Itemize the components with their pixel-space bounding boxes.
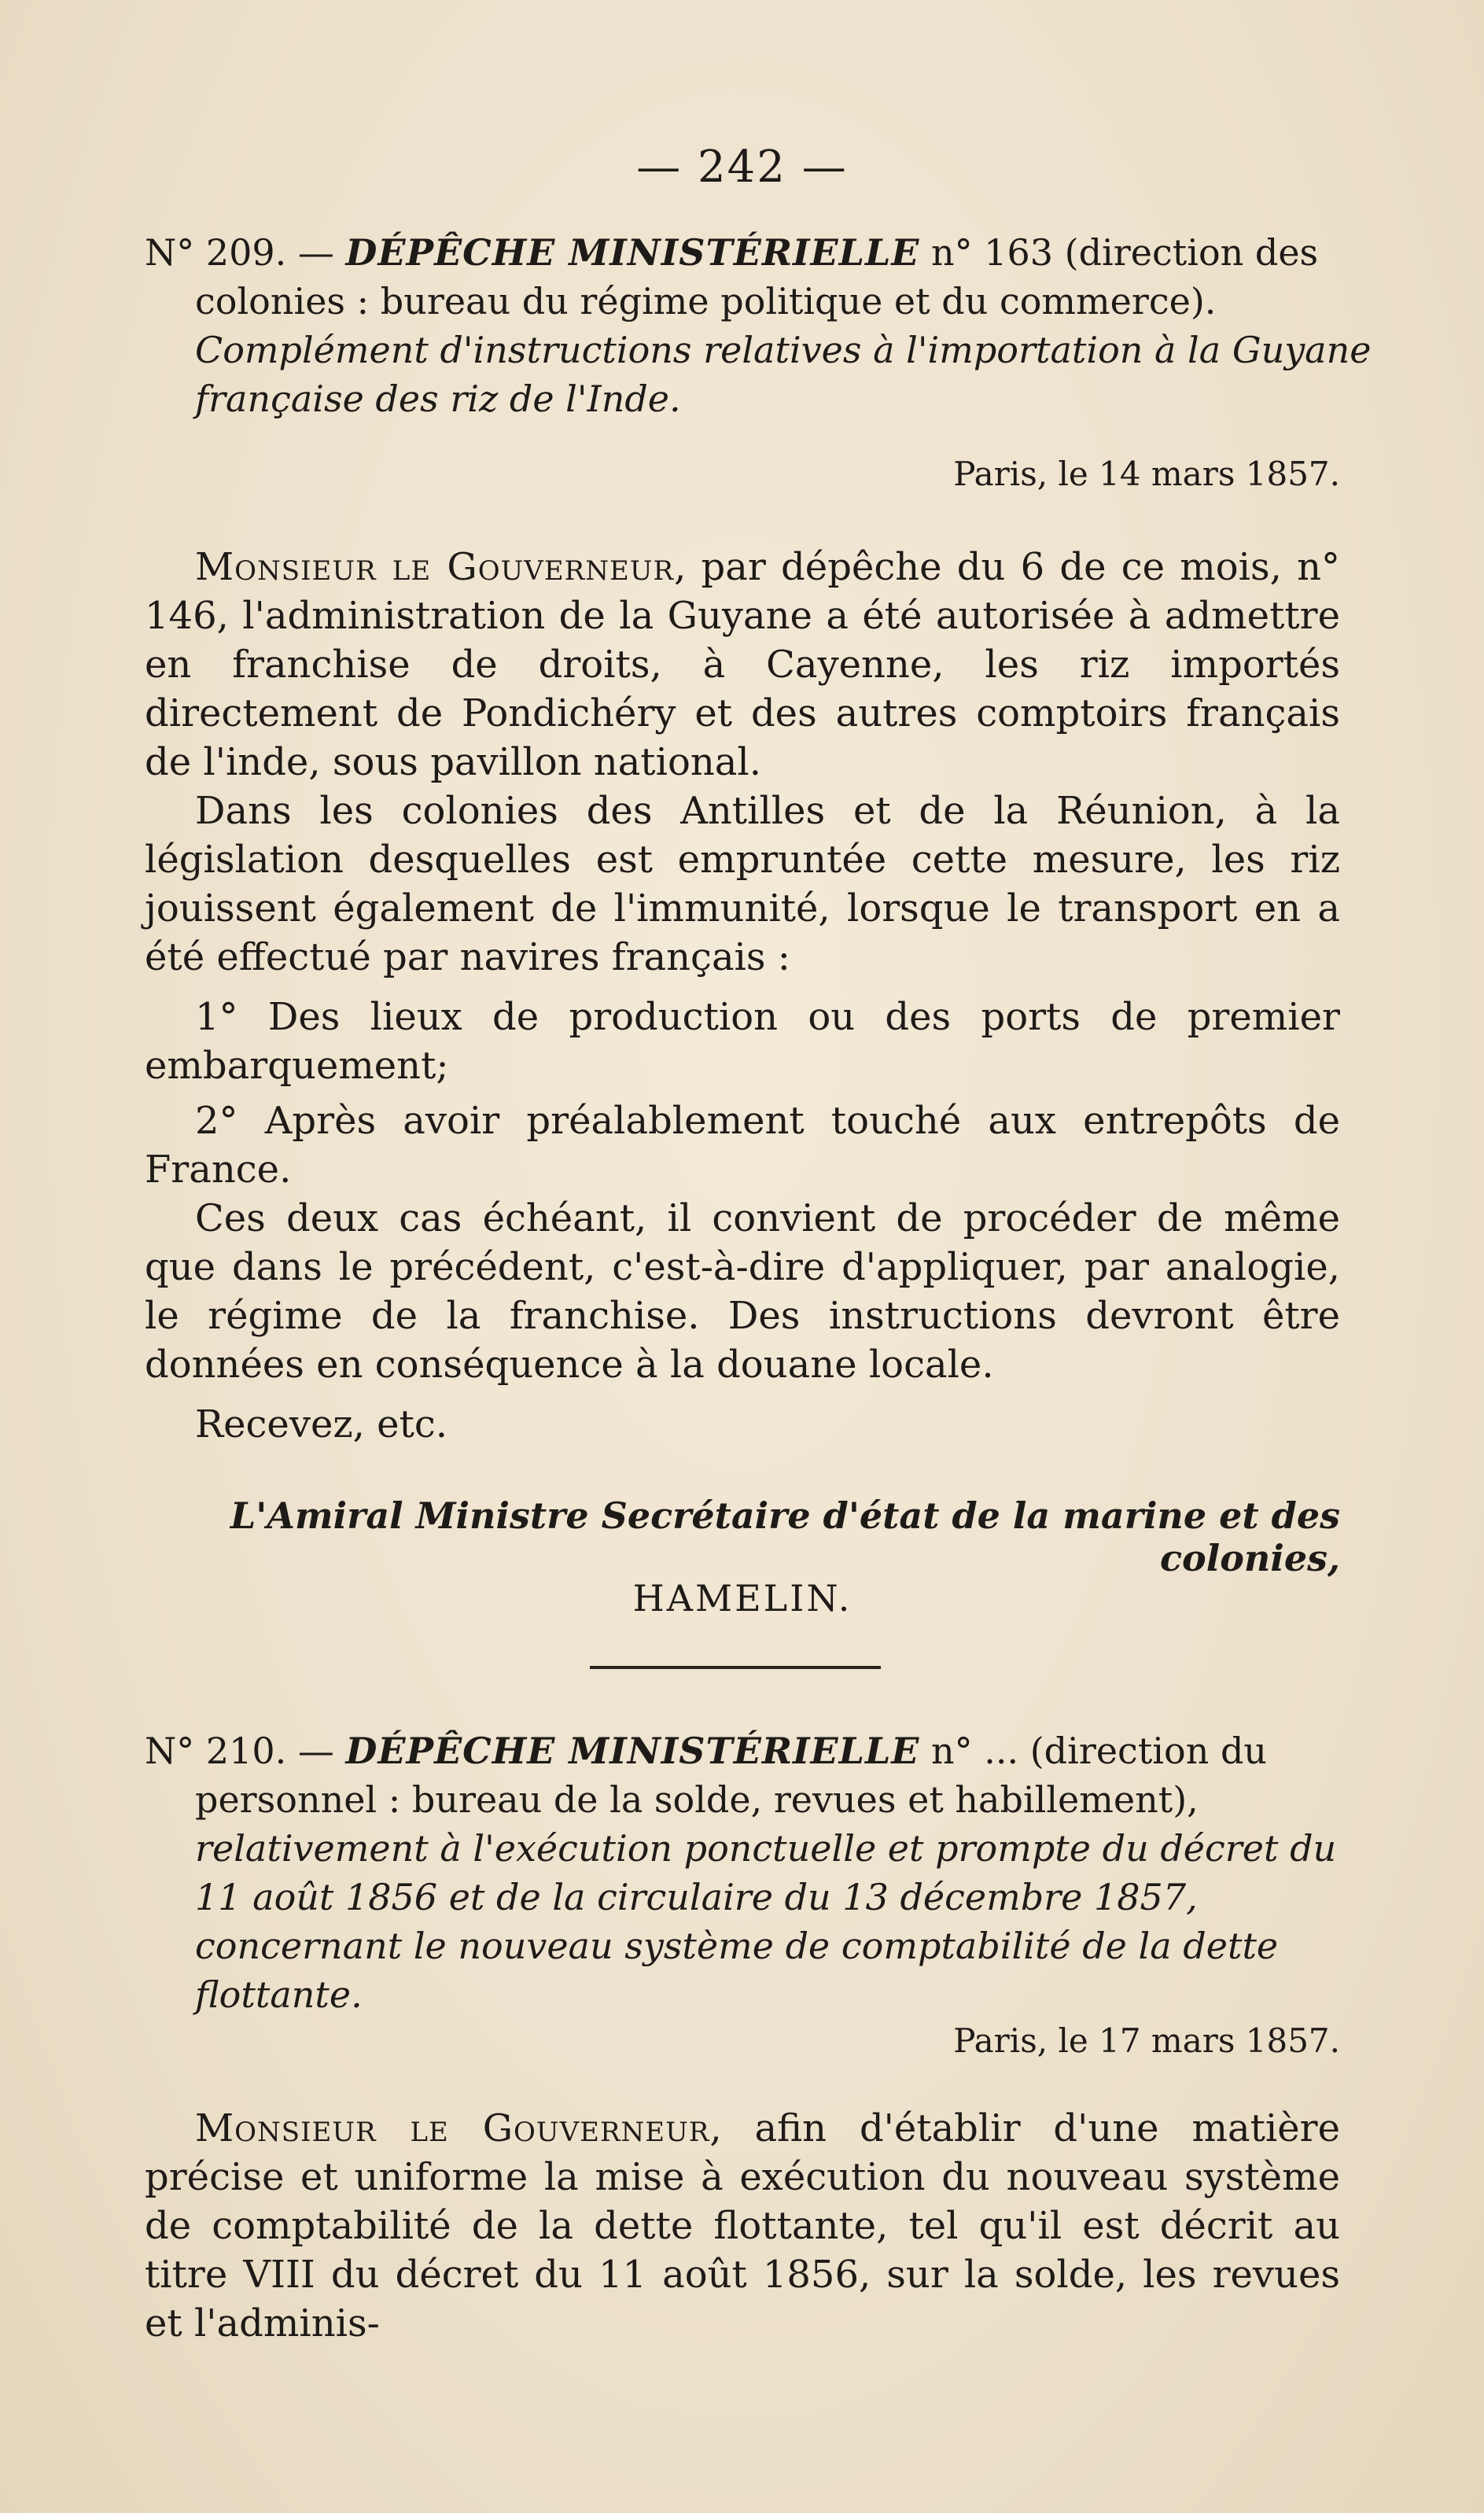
entry-209-body [145,543,1340,1449]
entry-209-dateline: Paris, le 14 mars 1857. [953,455,1340,493]
entry-209-heading [145,228,1390,423]
signature-title: L'Amiral Ministre Secrétaire d'état de la marine et des colonies, [230,1494,1340,1579]
entry-210-dateline: Paris, le 17 mars 1857. [953,2021,1340,2060]
entry-210-subject: relativement à l'exécution ponctuelle et prompte du décret du 11 août 1856 et de la circulaire du 13 décembre 1857, concernant le nouveau système de comptabilité de la dette flottante. [195,1827,1337,2016]
salutation: Monsieur le Gouverneur [195,545,675,589]
salutation: Monsieur le Gouverneur [195,2106,710,2150]
page-number: — 242 — [636,142,848,193]
entry-210-heading [145,1726,1390,2019]
entry-210-body [145,2104,1340,2348]
section-divider [590,1666,881,1669]
entry-209-number: N° 209. — [145,231,346,274]
entry-209-paragraph-4: 2° Après avoir préalablement touché aux entrepôts de France. [145,1099,1340,1192]
entry-209-subject: Complément d'instructions relatives à l'importation à la Guyane française des riz de l'Inde. [195,329,1372,420]
signature-name: HAMELIN. [632,1577,852,1619]
entry-210-number: N° 210. — [145,1730,346,1772]
entry-210-paragraph-1: Monsieur le Gouverneur, afin d'établir d'une matière précise et uniforme la mise à exécution du nouveau système de comptabilité de la dette flottante, tel qu'il est décrit au titre VIII du décret du 11 août 1856, sur la solde, les revues et l'adminis- [145,2106,1340,2345]
entry-209-paragraph-2: Dans les colonies des Antilles et de la Réunion, à la législation desquelles est empruntée cette mesure, les riz jouissent également de l'immunité, lorsque le transport en a été effectué par navires français : [145,789,1340,979]
entry-209-paragraph-5: Ces deux cas échéant, il convient de procéder de même que dans le précédent, c'est-à-dire d'appliquer, par analogie, le régime de la franchise. Des instructions devront être données en conséquence à la douane locale. [145,1196,1340,1387]
entry-209-paragraph-1: Monsieur le Gouverneur, par dépêche du 6 de ce mois, n° 146, l'administration de la Guyane a été autorisée à admettre en franchise de droits, à Cayenne, les riz importés directement de Pondichéry et des autres comptoirs français de l'inde, sous pavillon national. [145,545,1341,784]
entry-209-title: DÉPÊCHE MINISTÉRIELLE [345,231,920,274]
entry-209-paragraph-3: 1° Des lieux de production ou des ports de premier embarquement; [145,995,1340,1088]
entry-209-reference: n° 163 (direction des colonies : bureau du régime politique et du commerce). [195,231,1319,322]
entry-209-closing: Recevez, etc. [195,1402,447,1446]
entry-210-title: DÉPÊCHE MINISTÉRIELLE [345,1730,920,1772]
entry-210-reference: n° ... (direction du personnel : bureau de la solde, revues et habillement), [195,1730,1268,1821]
